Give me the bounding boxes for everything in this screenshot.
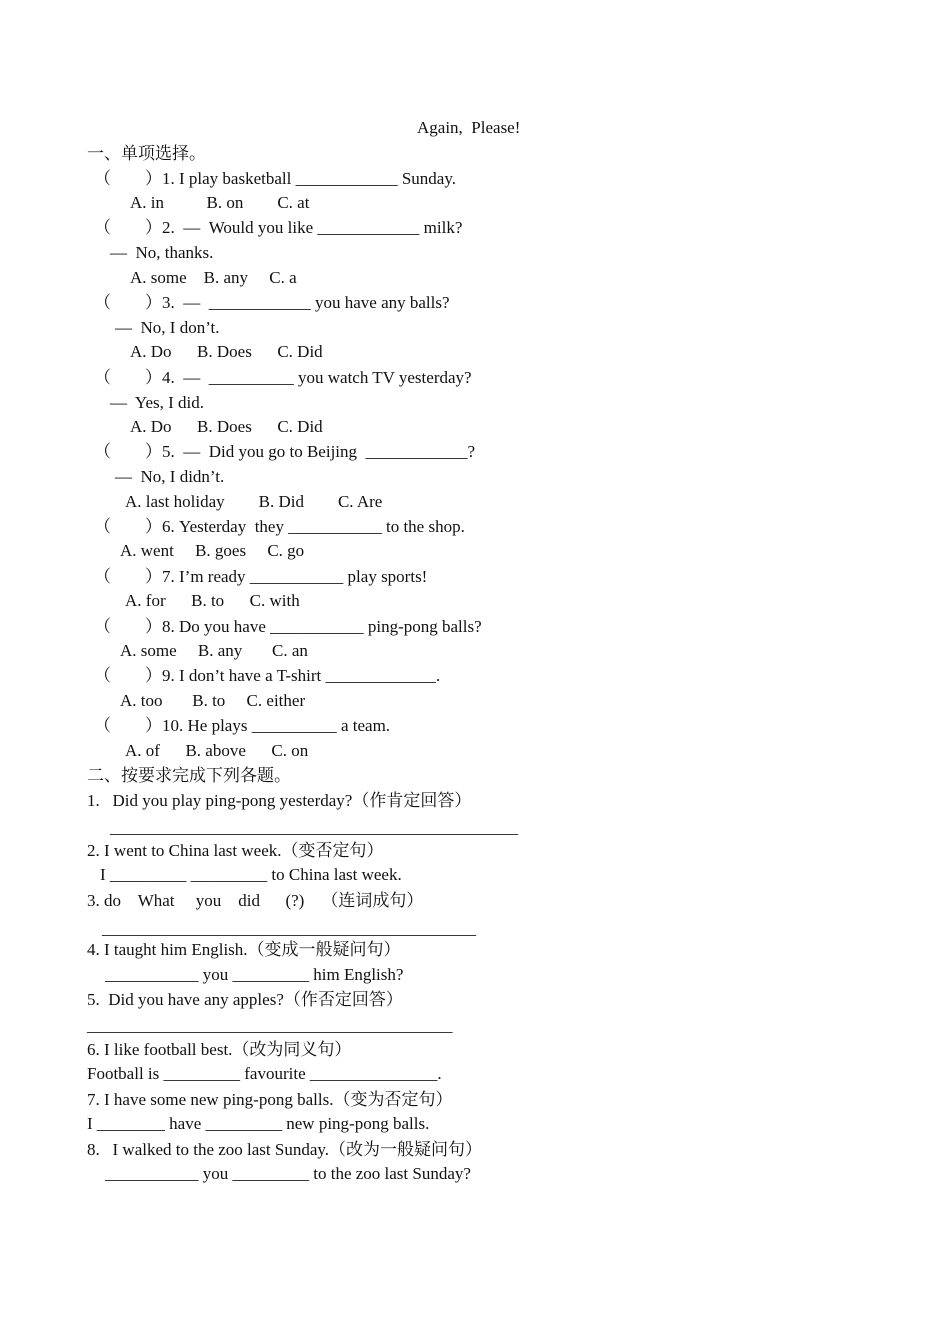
question-5-options: A. last holiday B. Did C. Are bbox=[125, 492, 383, 511]
worksheet-title: Again, Please! bbox=[417, 118, 521, 137]
section-2-heading: 二、按要求完成下列各题。 bbox=[87, 766, 291, 785]
task-8: 8. I walked to the zoo last Sunday.（改为一般疑问句） bbox=[87, 1140, 483, 1159]
question-3-reply: — No, I don’t. bbox=[115, 318, 220, 337]
question-3: （ ）3. — ____________ you have any balls? bbox=[94, 293, 450, 312]
task-3: 3. do What you did (?) （连词成句） bbox=[87, 891, 424, 910]
task-7-answer-line: I ________ have _________ new ping-pong balls. bbox=[87, 1114, 430, 1133]
question-3-options: A. Do B. Does C. Did bbox=[130, 342, 323, 361]
task-4-answer-line: ___________ you _________ him English? bbox=[105, 965, 404, 984]
section-1-heading: 一、单项选择。 bbox=[87, 144, 206, 163]
question-5-reply: — No, I didn’t. bbox=[115, 467, 225, 486]
question-1: （ ）1. I play basketball ____________ Sunday. bbox=[94, 169, 456, 188]
question-4: （ ）4. — __________ you watch TV yesterday? bbox=[94, 368, 472, 387]
question-7: （ ）7. I’m ready ___________ play sports! bbox=[94, 567, 428, 586]
question-10-options: A. of B. above C. on bbox=[125, 741, 309, 760]
task-1: 1. Did you play ping-pong yesterday?（作肯定回答） bbox=[87, 791, 472, 810]
question-4-reply: — Yes, I did. bbox=[110, 393, 204, 412]
task-5-answer-line: ___________________________________________ bbox=[87, 1016, 453, 1035]
question-4-options: A. Do B. Does C. Did bbox=[130, 417, 323, 436]
question-8: （ ）8. Do you have ___________ ping-pong balls? bbox=[94, 617, 482, 636]
task-4: 4. I taught him English.（变成一般疑问句） bbox=[87, 940, 401, 959]
question-6: （ ）6. Yesterday they ___________ to the shop. bbox=[94, 517, 465, 536]
question-10: （ ）10. He plays __________ a team. bbox=[94, 716, 391, 735]
task-2-answer-line: I _________ _________ to China last week. bbox=[100, 865, 402, 884]
task-3-answer-line: ____________________________________________ bbox=[102, 919, 476, 938]
task-8-answer-line: ___________ you _________ to the zoo last Sunday? bbox=[105, 1164, 471, 1183]
question-9-options: A. too B. to C. either bbox=[120, 691, 306, 710]
task-5: 5. Did you have any apples?（作否定回答） bbox=[87, 990, 403, 1009]
question-9: （ ）9. I don’t have a T-shirt _____________. bbox=[94, 666, 441, 685]
question-5: （ ）5. — Did you go to Beijing ____________? bbox=[94, 442, 476, 461]
question-6-options: A. went B. goes C. go bbox=[120, 541, 305, 560]
question-8-options: A. some B. any C. an bbox=[120, 641, 308, 660]
question-2: （ ）2. — Would you like ____________ milk? bbox=[94, 218, 463, 237]
task-6: 6. I like football best.（改为同义句） bbox=[87, 1040, 352, 1059]
question-7-options: A. for B. to C. with bbox=[125, 591, 300, 610]
question-2-reply: — No, thanks. bbox=[110, 243, 214, 262]
task-1-answer-line: ________________________________________________ bbox=[110, 818, 518, 837]
task-6-answer-line: Football is _________ favourite _______________. bbox=[87, 1064, 442, 1083]
question-1-options: A. in B. on C. at bbox=[130, 193, 310, 212]
task-2: 2. I went to China last week.（变否定句） bbox=[87, 841, 384, 860]
task-7: 7. I have some new ping-pong balls.（变为否定句） bbox=[87, 1090, 453, 1109]
question-2-options: A. some B. any C. a bbox=[130, 268, 297, 287]
